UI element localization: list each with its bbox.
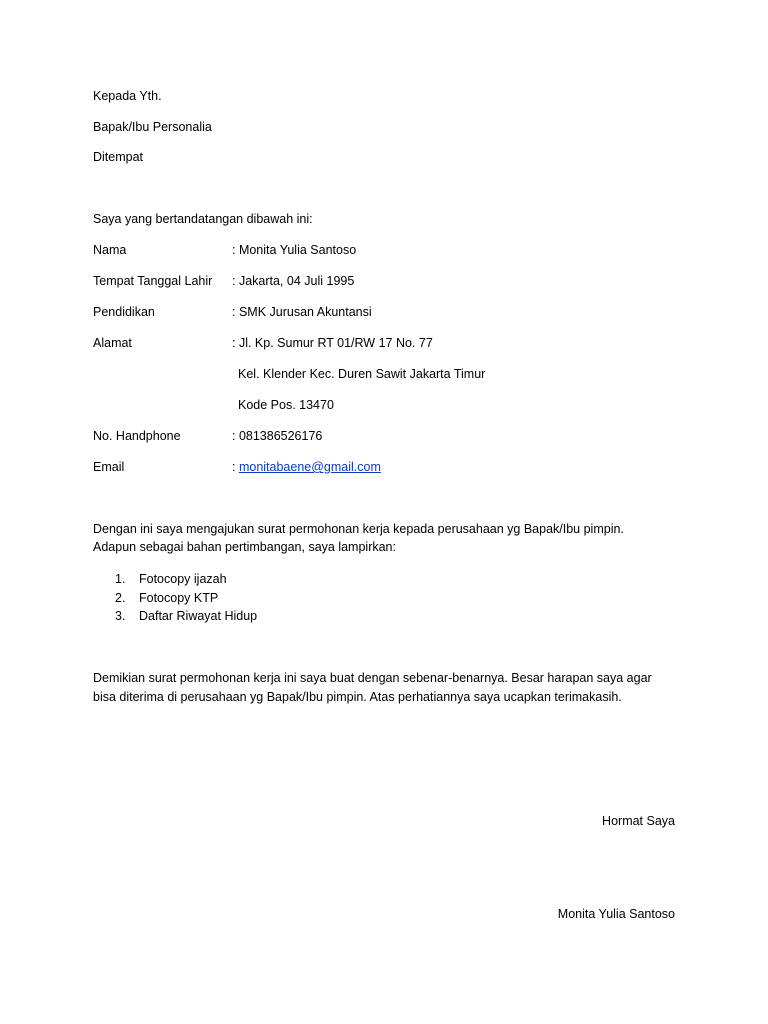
name-value: : Monita Yulia Santoso — [232, 243, 357, 257]
signature-name: Monita Yulia Santoso — [557, 907, 675, 921]
email-value — [232, 459, 381, 475]
phone-label: No. Handphone — [93, 429, 181, 443]
list-text: Fotocopy KTP — [139, 591, 219, 605]
address-label: Alamat — [93, 336, 132, 350]
recipient-line-2: Bapak/Ibu Personalia — [93, 120, 212, 134]
name-label: Nama — [93, 243, 127, 257]
birth-value: : Jakarta, 04 Juli 1995 — [232, 274, 355, 288]
list-number: 1. — [115, 572, 126, 586]
list-text: Fotocopy ijazah — [139, 572, 227, 586]
birth-label: Tempat Tanggal Lahir — [93, 274, 213, 288]
list-number: 2. — [115, 591, 126, 605]
recipient-line-1: Kepada Yth. — [93, 89, 162, 103]
address-line-2: Kel. Klender Kec. Duren Sawit Jakarta Timur — [238, 367, 486, 381]
closing-line-2: bisa diterima di perusahaan yg Bapak/Ibu pimpin. Atas perhatiannya saya ucapkan terimakasih. — [93, 690, 622, 704]
intro-text: Saya yang bertandatangan dibawah ini: — [93, 212, 313, 226]
body-paragraph-1-line-1: Dengan ini saya mengajukan surat permohonan kerja kepada perusahaan yg Bapak/Ibu pimpin. — [93, 522, 624, 536]
email-prefix: : — [232, 460, 239, 474]
list-item — [115, 590, 218, 606]
email-link[interactable]: monitabaene@gmail.com — [238, 460, 381, 474]
list-text: Daftar Riwayat Hidup — [139, 609, 258, 623]
address-line-1: : Jl. Kp. Sumur RT 01/RW 17 No. 77 — [232, 336, 433, 350]
closing-line-1: Demikian surat permohonan kerja ini saya buat dengan sebenar-benarnya. Besar harapan saya agar — [93, 671, 652, 685]
body-paragraph-1-line-2: Adapun sebagai bahan pertimbangan, saya lampirkan: — [93, 540, 396, 554]
education-label: Pendidikan — [93, 305, 155, 319]
list-number: 3. — [115, 609, 126, 623]
address-line-3: Kode Pos. 13470 — [238, 398, 334, 412]
education-value: : SMK Jurusan Akuntansi — [232, 305, 372, 319]
list-item — [115, 571, 227, 587]
signature-greeting: Hormat Saya — [602, 814, 675, 828]
list-item — [115, 608, 257, 624]
phone-value: : 081386526176 — [232, 429, 323, 443]
recipient-line-3: Ditempat — [93, 150, 144, 164]
email-label: Email — [93, 460, 125, 474]
